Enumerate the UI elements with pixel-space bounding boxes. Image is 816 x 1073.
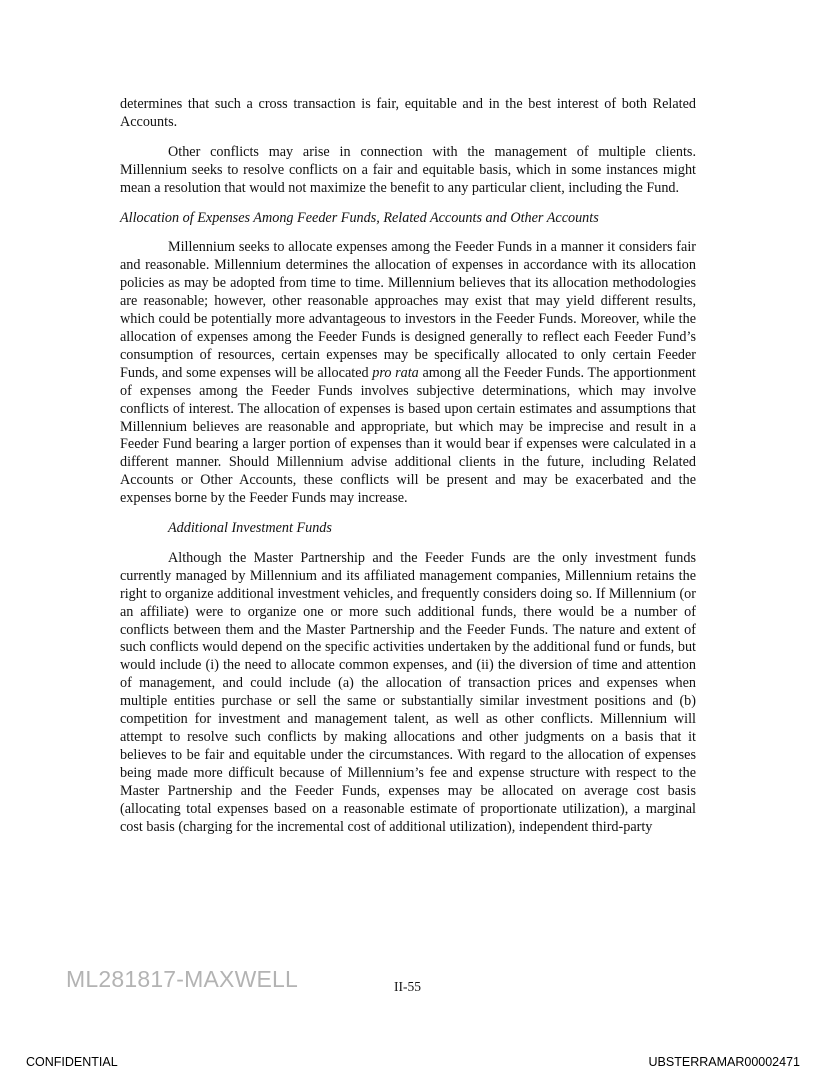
footer-confidential-label: CONFIDENTIAL — [26, 1055, 118, 1069]
allocation-text-part1: Millennium seeks to allocate expenses among the Feeder Funds in a manner it considers fair and reasonable. Millennium determines the allocation of expenses in accordance with its allocation policies as may be adopted from time to time. Millennium believes that its allocation methodologies are reasonable; however, other reasonable approaches may exist that may yield different results, which could be potentially more advantageous to investors in the Feeder Funds. Moreover, while the allocation of expenses among the Feeder Funds is designed generally to reflect each Feeder Fund’s consumption of resources, certain expenses may be specifically allocated to only certain Feeder Funds, and some expenses will be allocated — [120, 239, 696, 381]
document-body — [120, 96, 696, 848]
paragraph-continuation: determines that such a cross transaction is fair, equitable and in the best interest of both Related Accounts. — [120, 96, 696, 130]
heading-allocation-of-expenses: Allocation of Expenses Among Feeder Funds, Related Accounts and Other Accounts — [120, 209, 599, 226]
heading-additional-investment-funds: Additional Investment Funds — [168, 520, 332, 537]
allocation-text-pro-rata: pro rata — [372, 364, 419, 381]
footer-bates-number: UBSTERRAMAR00002471 — [648, 1055, 800, 1069]
bates-watermark: ML281817-MAXWELL — [66, 966, 299, 992]
allocation-text-part2: among all the Feeder Funds. The apportionment of expenses among the Feeder Funds involves subjective determinations, which may involve conflicts of interest. The allocation of expenses is based upon certain estimates and assumptions that Millennium believes are reasonable and appropriate, but which may be imprecise and result in a Feeder Fund bearing a larger portion of expenses than it would bear if expenses were calculated in a different manner. Should Millennium advise additional clients in the future, including Related Accounts or Other Accounts, these conflicts will be present and may be exacerbated and the expenses borne by the Feeder Funds may increase. — [120, 364, 696, 507]
paragraph-other-conflicts: Other conflicts may arise in connection with the management of multiple clients. Millennium seeks to resolve conflicts on a fair and equitable basis, which in some instances might mean a resolution that would not maximize the benefit to any particular client, including the Fund. — [120, 143, 696, 196]
paragraph-additional-investment-funds: Although the Master Partnership and the Feeder Funds are the only investment funds currently managed by Millennium and its affiliated management companies, Millennium retains the right to organize additional investment vehicles, and frequently considers doing so. If Millennium (or an affiliate) were to organize one or more such additional funds, there would be a number of conflicts between them and the Master Partnership and the Feeder Funds. The nature and extent of such conflicts would depend on the specific activities undertaken by the additional fund or funds, but would include (i) the need to allocate common expenses, and (ii) the diversion of time and attention of management, and could include (a) the allocation of transaction prices and expenses when multiple entities purchase or sell the same or substantially similar investment positions and (b) competition for investment and management talent, as well as other conflicts. Millennium will attempt to resolve such conflicts by making allocations and other judgments on a basis that it believes to be fair and equitable under the circumstances. With regard to the allocation of expenses being made more difficult because of Millennium’s fee and expense structure with respect to the Master Partnership and the Feeder Funds, expenses may be allocated on average cost basis (allocating total expenses based on a reasonable estimate of proportionate utilization), a marginal cost basis (charging for the incremental cost of additional utilization), independent third-party — [120, 549, 696, 835]
paragraph-allocation-of-expenses — [120, 239, 696, 508]
page-number: II-55 — [394, 979, 421, 994]
